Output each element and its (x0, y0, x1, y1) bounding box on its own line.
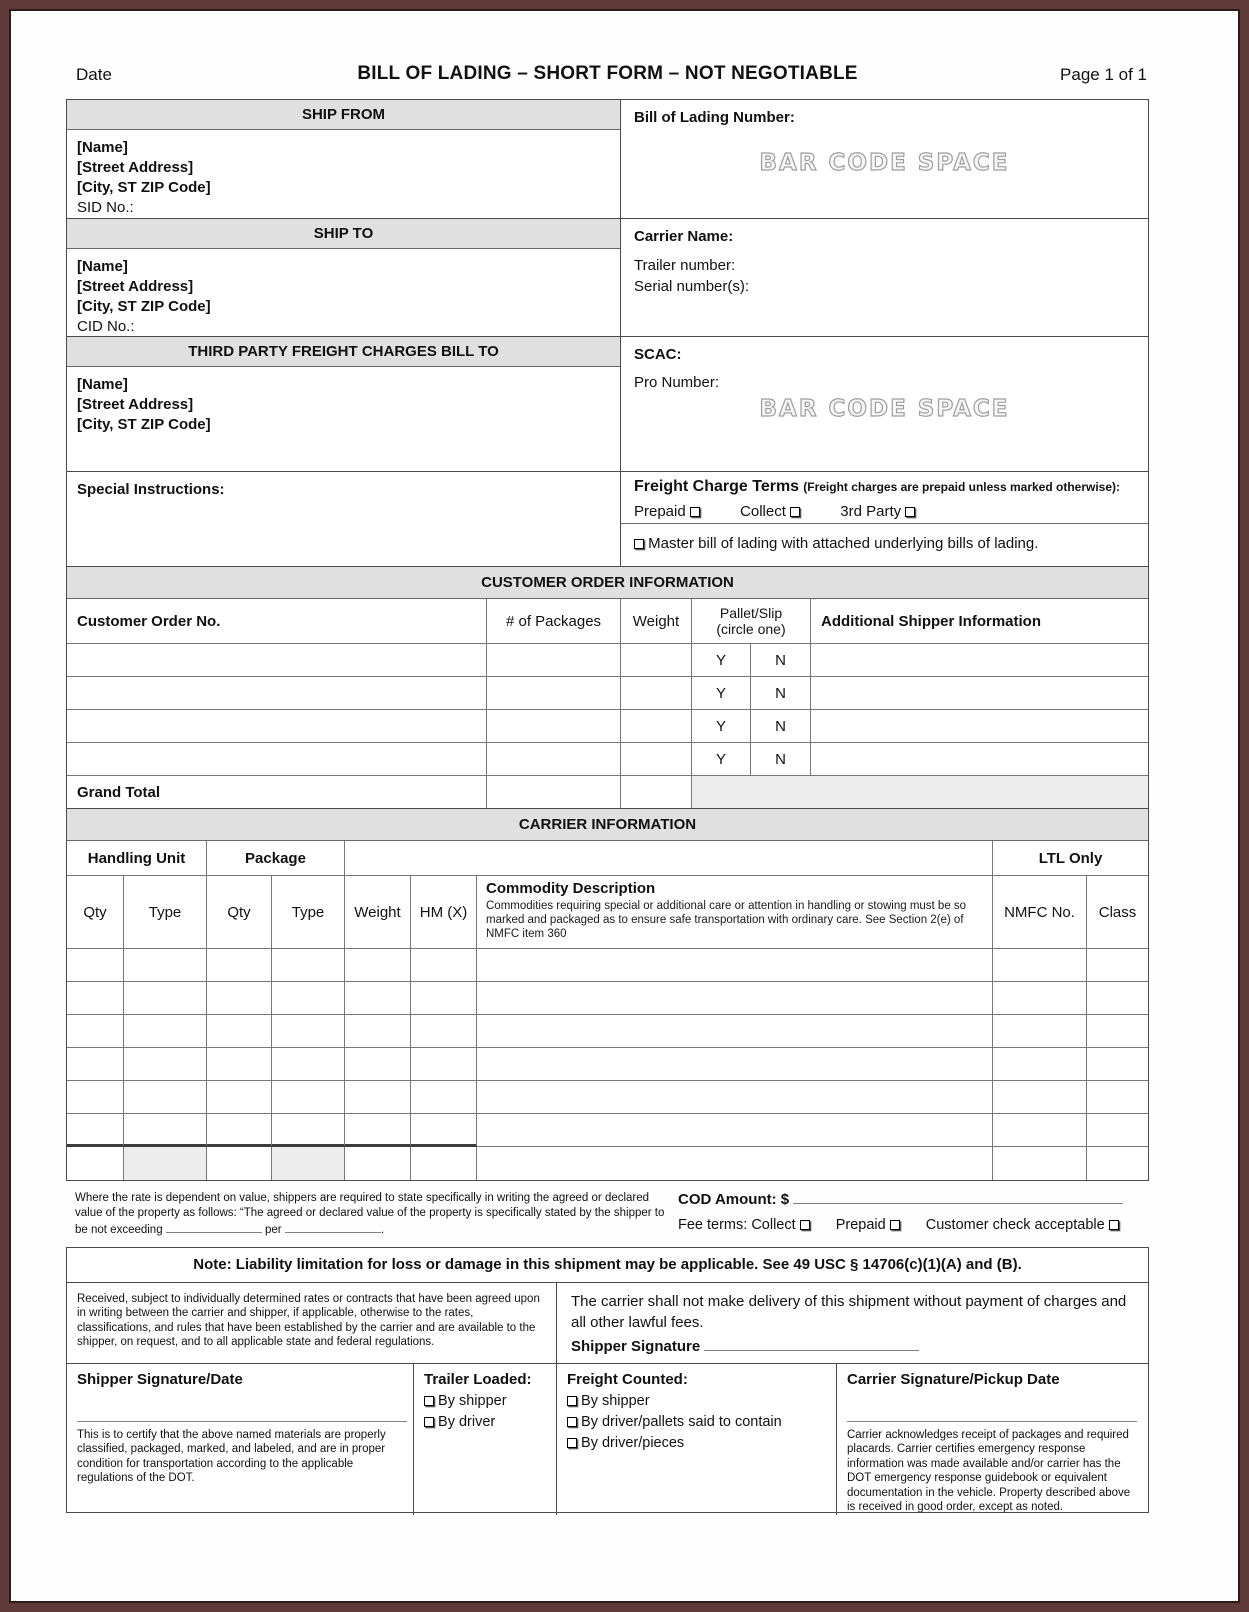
third-party-header: THIRD PARTY FREIGHT CHARGES BILL TO (67, 337, 620, 367)
carrier-totals-row (67, 1147, 1148, 1180)
prepaid-option-label: Prepaid (634, 503, 686, 520)
class-cell[interactable] (1087, 982, 1148, 1015)
col-pallet-slip: Pallet/Slip (circle one) (692, 599, 811, 643)
class-cell[interactable] (1087, 1081, 1148, 1114)
third-party-option-label: 3rd Party (840, 503, 902, 520)
freight-counted-header: Freight Counted: (567, 1370, 688, 1388)
nmfc-cell[interactable] (993, 1081, 1087, 1114)
pkg-type-cell[interactable] (272, 949, 345, 982)
liability-note: Note: Liability limitation for loss or damage in this shipment may be applicable. See 49 USC § 14706(c)(1)(A) and (B). (67, 1248, 1148, 1283)
pallet-yes-option[interactable]: Y (692, 743, 751, 775)
pallet-no-option[interactable]: N (751, 644, 811, 676)
commodity-cell[interactable] (477, 1114, 993, 1147)
commodity-cell[interactable] (477, 949, 993, 982)
pkg-type-cell[interactable] (272, 1114, 345, 1147)
class-cell[interactable] (1087, 1114, 1148, 1147)
ltl-only-group-header: LTL Only (1038, 849, 1103, 867)
hu-qty-cell[interactable] (67, 1048, 124, 1081)
weight-cell[interactable] (345, 1048, 411, 1081)
commodity-cell[interactable] (477, 1015, 993, 1048)
scac-label: SCAC: (634, 346, 682, 363)
carrier-signature-header: Carrier Signature/Pickup Date (847, 1370, 1060, 1388)
third-party-city[interactable]: [City, ST ZIP Code] (77, 416, 211, 433)
grand-total-row (67, 776, 1148, 809)
third-party-name[interactable]: [Name] (77, 376, 128, 393)
special-instructions-section (67, 472, 1148, 567)
col-hu-qty: Qty (67, 876, 124, 948)
document-header (66, 57, 1149, 99)
shipper-signature-label: Shipper Signature (571, 1337, 701, 1355)
third-party-fields[interactable] (67, 367, 620, 471)
ship-to-section (67, 219, 1148, 337)
pkg-qty-cell[interactable] (207, 1015, 272, 1048)
pallet-no-option[interactable]: N (751, 710, 811, 742)
customer-order-row-1 (67, 644, 1148, 677)
col-hu-type: Type (124, 876, 207, 948)
col-pkg-qty: Qty (207, 876, 272, 948)
nmfc-cell[interactable] (993, 949, 1087, 982)
col-num-packages: # of Packages (487, 599, 621, 643)
hu-type-cell[interactable] (124, 1114, 207, 1147)
package-group-header: Package (207, 841, 345, 875)
customer-order-section-header: CUSTOMER ORDER INFORMATION (67, 567, 1148, 599)
ship-from-name[interactable]: [Name] (77, 139, 128, 156)
pallet-yes-option[interactable]: Y (692, 677, 751, 709)
carrier-row-4 (67, 1048, 1148, 1081)
hm-cell[interactable] (411, 949, 477, 982)
class-cell[interactable] (1087, 1147, 1148, 1180)
rate-value-blank[interactable] (166, 1220, 262, 1233)
hm-cell[interactable] (411, 1015, 477, 1048)
commodity-cell[interactable] (477, 1081, 993, 1114)
barcode-space-top: BAR CODE SPACE (759, 150, 1010, 176)
shipper-certify-text: This is to certify that the above named materials are properly classified, packaged, marked, and labeled, and are in proper condition for transportation according to the applicable regulations of the DOT. (77, 1428, 386, 1484)
col-weight: Weight (621, 599, 692, 643)
hu-qty-cell[interactable] (67, 1015, 124, 1048)
trailer-by-driver-checkbox[interactable] (424, 1417, 434, 1427)
trailer-number-label[interactable]: Trailer number: (634, 257, 736, 274)
grand-total-weight-cell[interactable] (621, 776, 692, 808)
pallet-yes-option[interactable]: Y (692, 710, 751, 742)
hu-qty-cell[interactable] (67, 949, 124, 982)
col-hm: HM (X) (411, 876, 477, 948)
hu-type-cell[interactable] (124, 1048, 207, 1081)
cod-amount-blank[interactable] (793, 1191, 1123, 1204)
hm-cell[interactable] (411, 1048, 477, 1081)
freight-by-driver-pallets-label: By driver/pallets said to contain (581, 1413, 782, 1430)
freight-terms-subtitle: (Freight charges are prepaid unless marked otherwise): (803, 480, 1121, 494)
ship-from-header: SHIP FROM (67, 100, 620, 130)
ship-to-header: SHIP TO (67, 219, 620, 249)
shipper-signature-line[interactable] (77, 1388, 407, 1422)
col-customer-order-no: Customer Order No. (67, 599, 487, 643)
col-additional-shipper-info: Additional Shipper Information (821, 612, 1041, 630)
col-class: Class (1098, 903, 1137, 921)
ship-to-fields[interactable] (67, 249, 620, 336)
hm-cell[interactable] (411, 1114, 477, 1147)
prepaid-checkbox[interactable] (690, 507, 700, 517)
additional-info-cell[interactable] (811, 743, 1148, 775)
class-cell[interactable] (1087, 1015, 1148, 1048)
weight-cell[interactable] (621, 644, 692, 676)
bol-document (66, 57, 1149, 1513)
packages-cell[interactable] (487, 644, 621, 676)
page-title: BILL OF LADING – SHORT FORM – NOT NEGOTIABLE (357, 63, 858, 84)
carrier-row-5 (67, 1081, 1148, 1114)
carrier-row-6 (67, 1114, 1148, 1147)
packages-cell[interactable] (487, 710, 621, 742)
nmfc-cell[interactable] (993, 1147, 1087, 1180)
master-bol-label: Master bill of lading with attached underlying bills of lading. (648, 535, 1039, 552)
hm-cell[interactable] (411, 1081, 477, 1114)
carrier-row-2 (67, 982, 1148, 1015)
customer-order-column-headers (67, 599, 1148, 644)
special-instructions-cell[interactable] (67, 472, 621, 566)
col-nmfc: NMFC No. (993, 876, 1087, 948)
fee-collect-label: Collect (751, 1217, 796, 1233)
freight-counted-block (557, 1364, 837, 1515)
carrier-signature-line[interactable] (847, 1388, 1137, 1422)
nmfc-cell[interactable] (993, 1114, 1087, 1147)
hu-qty-cell[interactable] (67, 1081, 124, 1114)
ship-to-street[interactable]: [Street Address] (77, 278, 194, 295)
weight-cell[interactable] (345, 1114, 411, 1147)
fee-terms-label: Fee terms: (678, 1217, 748, 1233)
additional-info-cell[interactable] (811, 644, 1148, 676)
hm-cell[interactable] (411, 982, 477, 1015)
weight-cell[interactable] (621, 710, 692, 742)
pkg-type-shaded-cell (272, 1147, 345, 1180)
pkg-type-cell[interactable] (272, 1048, 345, 1081)
pkg-qty-cell[interactable] (207, 1114, 272, 1147)
additional-info-cell[interactable] (811, 710, 1148, 742)
grand-total-shaded-cell (692, 776, 1148, 808)
freight-by-shipper-label: By shipper (581, 1392, 650, 1409)
collect-option-label: Collect (740, 503, 786, 520)
barcode-space-bottom: BAR CODE SPACE (759, 396, 1010, 422)
hu-type-cell[interactable] (124, 1081, 207, 1114)
pkg-qty-cell[interactable] (207, 1147, 272, 1180)
hu-type-cell[interactable] (124, 982, 207, 1015)
carrier-information-section-header: CARRIER INFORMATION (67, 809, 1148, 841)
carrier-name-label: Carrier Name: (634, 228, 734, 245)
packages-cell[interactable] (487, 677, 621, 709)
fee-customer-check-checkbox[interactable] (1109, 1220, 1119, 1230)
weight-cell[interactable] (345, 949, 411, 982)
freight-terms-title: Freight Charge Terms (634, 478, 800, 495)
trailer-by-shipper-label: By shipper (438, 1392, 507, 1409)
rate-statement: Where the rate is dependent on value, shippers are required to state specifically in writing the agreed or declared value of the property as follows: “The agreed or declared value of the property is specifically stated by the shipper to be not exceeding per . (75, 1192, 665, 1236)
col-pkg-type: Type (272, 876, 345, 948)
pkg-qty-cell[interactable] (207, 1048, 272, 1081)
bol-number-cell[interactable] (621, 100, 1148, 218)
class-cell[interactable] (1087, 1048, 1148, 1081)
nmfc-cell[interactable] (993, 1015, 1087, 1048)
customer-order-row-4 (67, 743, 1148, 776)
nmfc-cell[interactable] (993, 1048, 1087, 1081)
pkg-type-cell[interactable] (272, 1081, 345, 1114)
trailer-loaded-header: Trailer Loaded: (424, 1370, 532, 1388)
pkg-qty-cell[interactable] (207, 982, 272, 1015)
ship-to-city[interactable]: [City, ST ZIP Code] (77, 298, 211, 315)
hu-type-cell[interactable] (124, 1015, 207, 1048)
weight-cell[interactable] (345, 1081, 411, 1114)
hu-qty-cell[interactable] (67, 1114, 124, 1147)
commodity-note: Commodities requiring special or additional care or attention in handling or stowing must be so marked and packaged as to ensure safe transportation with ordinary care. See Section 2(e) of NMFC item 360 (486, 900, 967, 940)
delivery-condition-text: The carrier shall not make delivery of this shipment without payment of charges and all other lawful fees. (571, 1292, 1127, 1331)
carrier-signature-block (837, 1364, 1150, 1515)
fee-collect-checkbox[interactable] (800, 1220, 810, 1230)
customer-order-row-3 (67, 710, 1148, 743)
order-no-cell[interactable] (67, 677, 487, 709)
commodity-cell[interactable] (477, 1147, 993, 1180)
additional-info-cell[interactable] (811, 677, 1148, 709)
ship-to-name[interactable]: [Name] (77, 258, 128, 275)
packages-cell[interactable] (487, 743, 621, 775)
legal-section (66, 1247, 1149, 1513)
weight-cell[interactable] (621, 743, 692, 775)
carrier-row-1 (67, 949, 1148, 982)
carrier-group-headers (67, 841, 1148, 876)
pallet-no-option[interactable]: N (751, 677, 811, 709)
scac-cell[interactable] (621, 337, 1148, 471)
commodity-cell[interactable] (477, 982, 993, 1015)
third-party-section (67, 337, 1148, 472)
fee-prepaid-label: Prepaid (835, 1217, 886, 1233)
hu-qty-cell[interactable] (67, 982, 124, 1015)
group-header-spacer (345, 841, 993, 875)
grand-total-label: Grand Total (67, 776, 487, 808)
bol-number-label: Bill of Lading Number: (634, 109, 795, 126)
carrier-ack-text: Carrier acknowledges receipt of packages and required placards. Carrier certifies emergency response information was made available and/or carrier has the DOT emergency response guidebook or equivalent documentation in the vehicle. Property described above is received in good order, except as noted. (847, 1428, 1131, 1513)
fee-prepaid-checkbox[interactable] (890, 1220, 900, 1230)
third-party-checkbox[interactable] (905, 507, 915, 517)
master-bol-checkbox[interactable] (634, 539, 644, 549)
trailer-by-driver-label: By driver (438, 1413, 496, 1430)
nmfc-cell[interactable] (993, 982, 1087, 1015)
carrier-name-cell[interactable] (621, 219, 1148, 336)
shipper-signature-date-header: Shipper Signature/Date (77, 1370, 243, 1388)
freight-by-driver-pieces-label: By driver/pieces (581, 1434, 685, 1451)
weight-cell[interactable] (345, 1015, 411, 1048)
pkg-qty-cell[interactable] (207, 949, 272, 982)
ship-to-cid[interactable]: CID No.: (77, 318, 135, 335)
freight-by-driver-pieces-checkbox[interactable] (567, 1438, 577, 1448)
signature-blocks (67, 1364, 1148, 1512)
pro-number-label[interactable]: Pro Number: (634, 374, 720, 391)
class-cell[interactable] (1087, 949, 1148, 982)
order-no-cell[interactable] (67, 644, 487, 676)
carrier-column-headers (67, 876, 1148, 949)
serial-number-label[interactable]: Serial number(s): (634, 278, 750, 295)
freight-by-driver-pallets-checkbox[interactable] (567, 1417, 577, 1427)
date-label: Date (76, 65, 112, 84)
order-no-cell[interactable] (67, 710, 487, 742)
col-commodity-description: Commodity Description Commodities requiring special or additional care or attention in handling or stowing must be so marked and packaged as to ensure safe transportation with ordinary care. See Section 2(e) of NMFC item 360 (477, 876, 993, 948)
trailer-by-shipper-checkbox[interactable] (424, 1396, 434, 1406)
col-ci-weight: Weight (345, 876, 411, 948)
received-section (67, 1283, 1148, 1364)
collect-checkbox[interactable] (790, 507, 800, 517)
pkg-type-cell[interactable] (272, 1015, 345, 1048)
grand-total-packages-cell[interactable] (487, 776, 621, 808)
pkg-qty-cell[interactable] (207, 1081, 272, 1114)
commodity-cell[interactable] (477, 1048, 993, 1081)
pallet-no-option[interactable]: N (751, 743, 811, 775)
ship-from-sid[interactable]: SID No.: (77, 199, 134, 216)
ship-from-fields[interactable] (67, 130, 620, 218)
ship-from-section (67, 100, 1148, 219)
fee-customer-check-label: Customer check acceptable (925, 1217, 1105, 1233)
pkg-type-cell[interactable] (272, 982, 345, 1015)
bol-form (66, 99, 1149, 1181)
cod-amount-label: COD Amount: $ (678, 1191, 790, 1208)
weight-cell[interactable] (345, 982, 411, 1015)
third-party-street[interactable]: [Street Address] (77, 396, 194, 413)
order-no-cell[interactable] (67, 743, 487, 775)
freight-charge-terms-cell (621, 472, 1148, 566)
special-instructions-label: Special Instructions: (77, 481, 225, 498)
rate-cod-strip (66, 1191, 1149, 1238)
freight-by-shipper-checkbox[interactable] (567, 1396, 577, 1406)
customer-order-row-2 (67, 677, 1148, 710)
weight-cell[interactable] (345, 1147, 411, 1180)
hm-cell[interactable] (411, 1147, 477, 1180)
hu-type-cell[interactable] (124, 949, 207, 982)
received-terms-text: Received, subject to individually determined rates or contracts that have been agreed upon in writing between the carrier and shipper, if applicable, otherwise to the rates, classifications, and rules that have been established by the carrier and are available to the shipper, on request, and to all applicable state and federal regulations. (67, 1283, 557, 1363)
pallet-yes-option[interactable]: Y (692, 644, 751, 676)
trailer-loaded-block (414, 1364, 557, 1515)
hu-qty-cell[interactable] (67, 1147, 124, 1180)
ship-from-city[interactable]: [City, ST ZIP Code] (77, 179, 211, 196)
hu-type-shaded-cell (124, 1147, 207, 1180)
carrier-row-3 (67, 1015, 1148, 1048)
shipper-signature-blank[interactable] (704, 1338, 919, 1351)
weight-cell[interactable] (621, 677, 692, 709)
handling-unit-group-header: Handling Unit (67, 841, 207, 875)
rate-per-blank[interactable] (285, 1220, 381, 1233)
shipper-signature-block (67, 1364, 414, 1515)
page-number: Page 1 of 1 (1060, 65, 1147, 84)
ship-from-street[interactable]: [Street Address] (77, 159, 194, 176)
cod-block (678, 1191, 1149, 1238)
